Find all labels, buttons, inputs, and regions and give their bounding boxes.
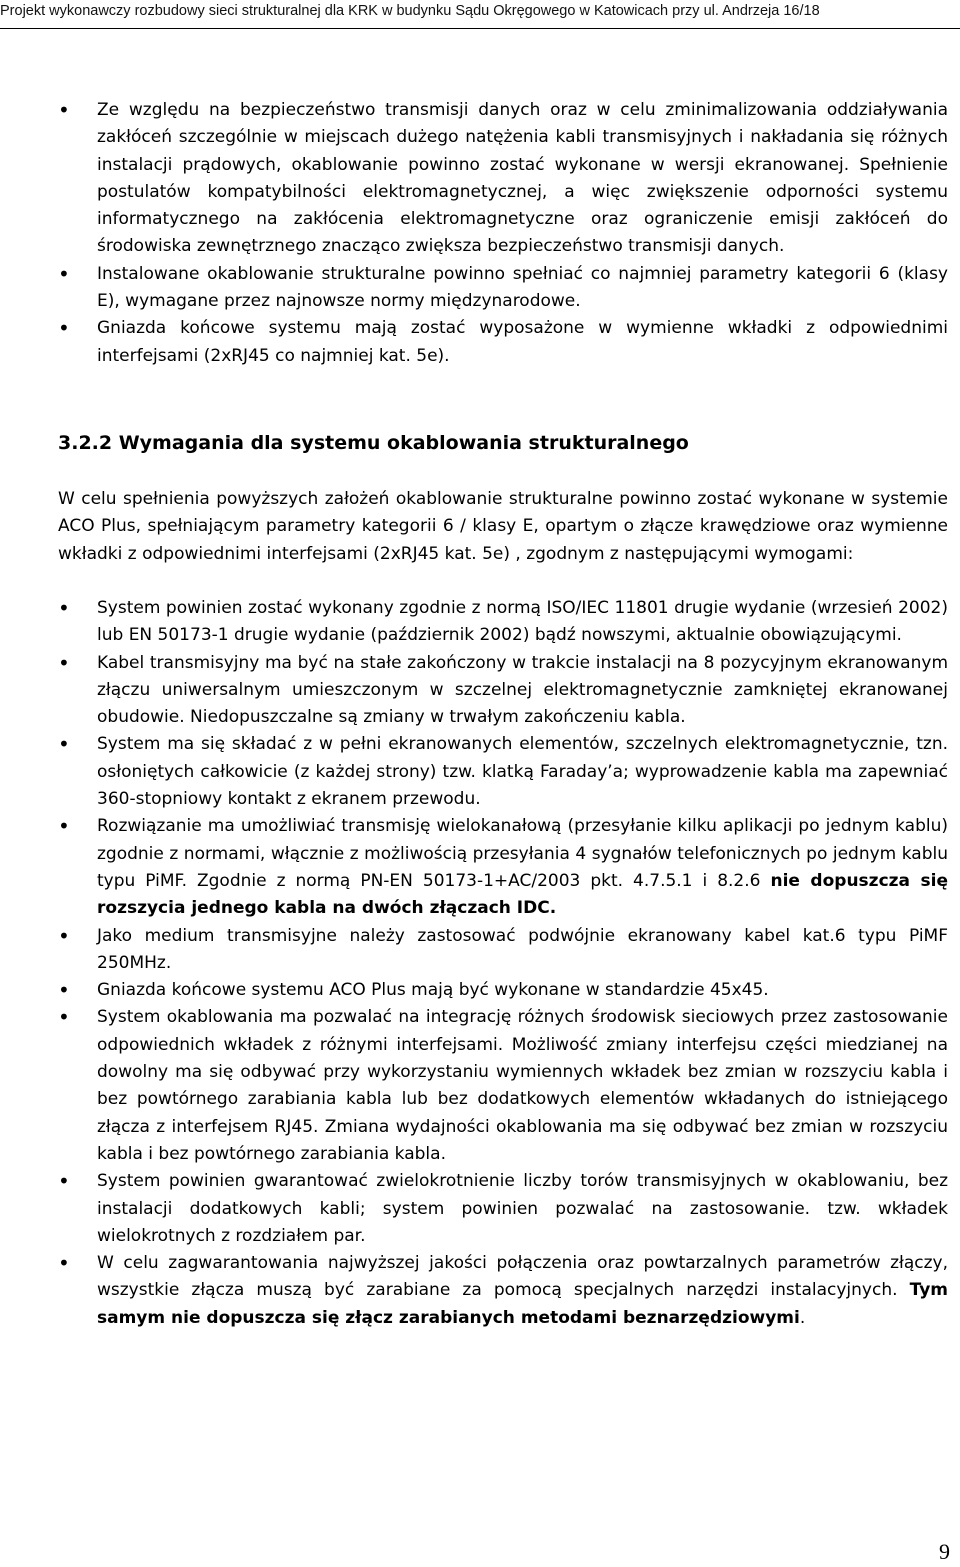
list-item [0,261,960,316]
list-item [0,923,960,978]
list-item-text: Jako medium transmisyjne należy zastosować podwójnie ekranowany kabel kat.6 typu PiMF 250MHz. [97,925,948,973]
list-item-text: System powinien zostać wykonany zgodnie z normą ISO/IEC 11801 drugie wydanie (wrzesień 2002) lub EN 50173-1 drugie wydanie (październik 2002) bądź nowszymi, aktualnie obowiązującymi. [97,598,948,646]
list-item-emphasis: nie dopuszcza się rozszycia jednego kabla na dwóch złączach IDC. [97,870,948,919]
bullet-list-top [0,97,960,370]
list-item [0,977,960,1004]
list-item-text: System ma się składać z w pełni ekranowanych elementów, szczelnych elektromagnetycznie, tzn. osłoniętych całkowicie (z każdej strony) tzw. klatką Faraday’a; wyprowadzenie kabla ma zapewniać 360-stopniowy kontakt z ekranem przewodu. [97,734,948,810]
list-item-text: Gniazda końcowe systemu mają zostać wyposażone w wymienne wkładki z odpowiednimi interfejsami (2xRJ45 co najmniej kat. 5e). [97,318,948,366]
list-item [0,1250,960,1332]
list-item-text: Instalowane okablowanie strukturalne powinno spełniać co najmniej parametry kategorii 6 (klasy E), wymagane przez najnowsze normy międzynarodowe. [97,263,948,312]
list-item-tail: . [799,1307,806,1328]
list-item-text: Gniazda końcowe systemu ACO Plus mają być wykonane w standardzie 45x45. [97,980,769,1001]
list-item [0,595,960,650]
requirements-list [0,595,960,1332]
list-item [0,1004,960,1168]
list-item [0,97,960,261]
section-intro: W celu spełnienia powyższych założeń okablowanie strukturalne powinno zostać wykonane w systemie ACO Plus, spełniającym parametry kategorii 6 / klasy E, opartym o złącze krawędziowe oraz wymienne wkładki z odpowiednimi interfejsami (2xRJ45 kat. 5e) , zgodnym z następującymi wymogami: [58,489,948,564]
list-item-text: W celu zagwarantowania najwyższej jakości połączenia oraz powtarzalnych parametrów złączy, wszystkie złącza muszą być zarabiane za pomocą specjalnych narzędzi instalacyjnych. [97,1253,948,1301]
list-item [0,315,960,370]
list-item [0,1168,960,1250]
page-header: Projekt wykonawczy rozbudowy sieci strukturalnej dla KRK w budynku Sądu Okręgowego w Katowicach przy ul. Andrzeja 16/18 [0,3,820,19]
section-heading: 3.2.2 Wymagania dla systemu okablowania strukturalnego [58,432,689,454]
list-item-text: Ze względu na bezpieczeństwo transmisji danych oraz w celu zminimalizowania oddziaływania zakłóceń szczególnie w miejscach dużego natężenia kabli transmisyjnych i nakładania się różnych instalacji prądowych, okablowanie powinno zostać wykonane w wersji ekranowanej. Spełnienie postulatów kompatybilności elektromagnetycznej, a więc zwiększenie odporności systemu informatycznego na zakłócenia elektromagnetyczne oraz ograniczenie emisji zakłóceń do środowiska zewnętrznego znacząco zwiększa bezpieczeństwo transmisji danych. [97,100,948,257]
header-rule [0,28,960,29]
list-item [0,813,960,922]
list-item-text: Kabel transmisyjny ma być na stałe zakończony w trakcie instalacji na 8 pozycyjnym ekranowanym złączu uniwersalnym umieszczonym w szczelnej elektromagnetycznie zamkniętej ekranowanej obudowie. Niedopuszczalne są zmiany w trwałym zakończeniu kabla. [97,652,948,728]
list-item-text: System okablowania ma pozwalać na integrację różnych środowisk sieciowych przez zastosowanie odpowiednich wkładek z różnymi interfejsami. Możliwość zmiany interfejsu części miedzianej na dowolny ma się odbywać przy wykorzystaniu wymiennych wkładek bez zmian w rozszyciu kabla i bez powtórnego zarabiania kabla lub bez dodatkowych elementów wkładanych do istniejącego złącza z interfejsem RJ45. Zmiana wydajności okablowania ma się odbywać bez zmian w rozszyciu kabla i bez powtórnego zarabiania kabla. [97,1007,948,1164]
page-number: 9 [939,1539,950,1564]
list-item-emphasis: Tym samym nie dopuszcza się złącz zarabianych metodami beznarzędziowymi [97,1280,948,1328]
list-item-text: Rozwiązanie ma umożliwiać transmisję wielokanałową (przesyłanie kilku aplikacji po jednym kablu) zgodnie z normami, włącznie z możliwością przesyłania 4 sygnałów telefonicznych po jednym kablu typu PiMF. Zgodnie z normą PN-EN 50173-1+AC/2003 pkt. 4.7.5.1 i 8.2.6 [97,816,948,891]
list-item [0,650,960,732]
list-item-text: System powinien gwarantować zwielokrotnienie liczby torów transmisyjnych w okablowaniu, bez instalacji dodatkowych kabli; system powinien pozwalać na zastosowanie. tzw. wkładek wielokrotnych z rozdziałem par. [97,1171,948,1246]
list-item [0,731,960,813]
